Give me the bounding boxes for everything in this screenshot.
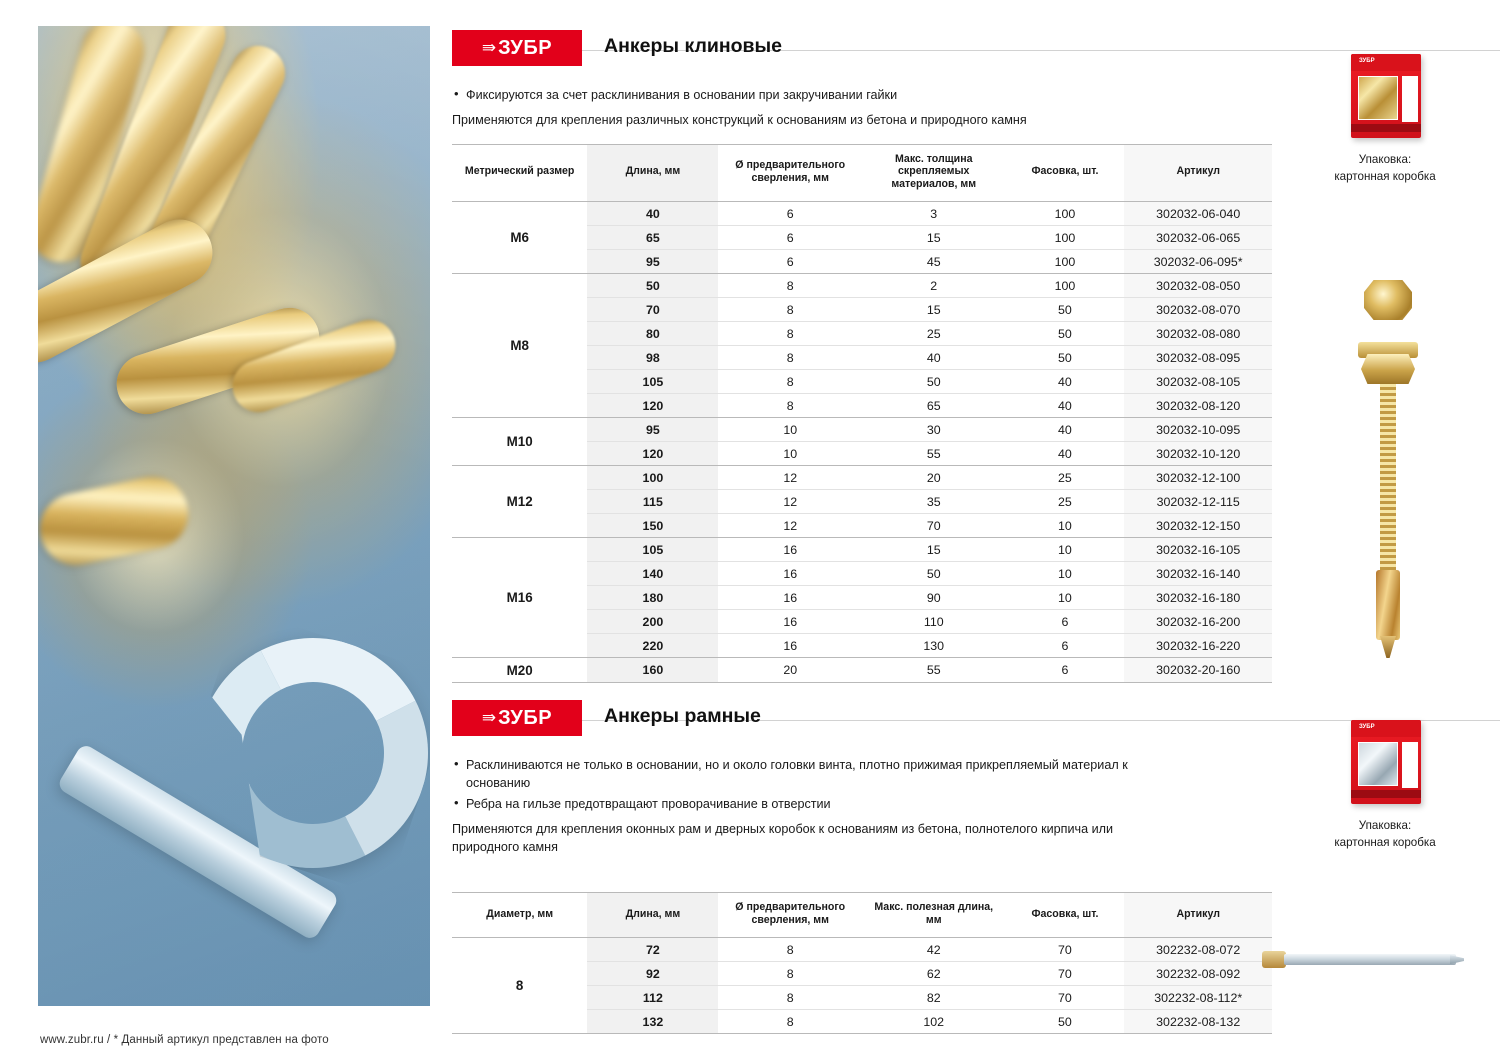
cell-pack: 100: [1005, 250, 1124, 274]
cell-thickness: 35: [862, 490, 1006, 514]
cell-article: 302032-16-200: [1124, 610, 1272, 634]
brand-logo: [452, 30, 582, 66]
cell-thickness: 90: [862, 586, 1006, 610]
anchor-head: [1364, 280, 1412, 320]
cell-drill: 8: [718, 322, 862, 346]
cell-length: 98: [587, 346, 718, 370]
packaging-caption: [1270, 152, 1500, 186]
cell-drill: 8: [718, 1010, 862, 1034]
cell-drill: 16: [718, 562, 862, 586]
anchor-nut: [1361, 354, 1415, 384]
bullet-item: • Ребра на гильзе предотвращают проворачивание в отверстии: [452, 795, 1162, 813]
table-body: [452, 938, 1272, 1034]
cell-drill: 16: [718, 538, 862, 562]
carton-box: [1351, 54, 1421, 138]
col-header-article: Артикул: [1124, 144, 1272, 202]
col-header-pack: Фасовка, шт.: [1005, 893, 1124, 938]
cell-article: 302232-08-072: [1124, 938, 1272, 962]
col-header-length: Длина, мм: [587, 144, 718, 202]
cell-length: 120: [587, 442, 718, 466]
cell-thickness: 82: [862, 986, 1006, 1010]
spec-table-wedge: [452, 144, 1272, 684]
cell-drill: 8: [718, 394, 862, 418]
table-row: [452, 658, 1272, 683]
cell-length: 105: [587, 538, 718, 562]
packaging-caption-line1: Упаковка:: [1358, 153, 1412, 166]
frame-anchor-render: [1262, 942, 1472, 982]
cell-article: 302032-08-105: [1124, 370, 1272, 394]
section-wedge-anchors: [452, 30, 1500, 683]
cell-pack: 100: [1005, 274, 1124, 298]
catalog-content: [452, 0, 1500, 1060]
cell-size: М10: [452, 418, 587, 466]
packaging-image: [1337, 714, 1433, 810]
table-header-row: [452, 893, 1272, 938]
bullet-item: • Фиксируются за счет расклинивания в основании при закручивании гайки: [452, 86, 1152, 104]
cell-drill: 10: [718, 442, 862, 466]
col-header-drill: Ø предварительного сверления, мм: [718, 893, 862, 938]
cell-article: 302232-08-092: [1124, 962, 1272, 986]
cell-thickness: 70: [862, 514, 1006, 538]
col-header-thickness: Макс. толщина скрепляемых материалов, мм: [862, 144, 1006, 202]
cell-length: 72: [587, 938, 718, 962]
logo-arrows-icon: ⇛: [481, 707, 494, 727]
table-row: [452, 938, 1272, 962]
cell-length: 140: [587, 562, 718, 586]
cell-length: 105: [587, 370, 718, 394]
cell-drill: 10: [718, 418, 862, 442]
logo-arrows-icon: ⇛: [481, 37, 494, 57]
cell-length: 100: [587, 466, 718, 490]
cell-article: 302032-06-065: [1124, 226, 1272, 250]
cell-thickness: 15: [862, 538, 1006, 562]
box-bottom-band: [1351, 790, 1421, 798]
frame-anchor-tip: [1450, 955, 1464, 964]
col-header-size: Метрический размер: [452, 144, 587, 202]
box-logo: ЗУБР: [1359, 724, 1375, 730]
cell-pack: 10: [1005, 538, 1124, 562]
cell-pack: 25: [1005, 466, 1124, 490]
cell-pack: 100: [1005, 226, 1124, 250]
cell-drill: 8: [718, 274, 862, 298]
table-body: [452, 202, 1272, 683]
col-header-pack: Фасовка, шт.: [1005, 144, 1124, 202]
cell-drill: 20: [718, 658, 862, 683]
cell-drill: 16: [718, 610, 862, 634]
cell-drill: 6: [718, 226, 862, 250]
logo-wordmark: ЗУБР: [498, 36, 553, 59]
cell-pack: 50: [1005, 346, 1124, 370]
cell-size: М8: [452, 274, 587, 418]
packaging-caption-line2: картонная коробка: [1334, 835, 1436, 849]
cell-thickness: 40: [862, 346, 1006, 370]
cell-pack: 25: [1005, 490, 1124, 514]
cell-length: 65: [587, 226, 718, 250]
cell-pack: 6: [1005, 658, 1124, 683]
cell-article: 302032-10-095: [1124, 418, 1272, 442]
cell-thickness: 50: [862, 370, 1006, 394]
box-logo: ЗУБР: [1359, 58, 1375, 64]
cell-article: 302032-08-120: [1124, 394, 1272, 418]
cell-pack: 70: [1005, 962, 1124, 986]
packaging-info: [1270, 48, 1500, 186]
spec-table-wrapper-1: [452, 144, 1272, 684]
cell-length: 50: [587, 274, 718, 298]
cell-drill: 8: [718, 938, 862, 962]
packaging-image: [1337, 48, 1433, 144]
section-title: Анкеры рамные: [604, 705, 761, 727]
cell-pack: 50: [1005, 1010, 1124, 1034]
cell-length: 220: [587, 634, 718, 658]
footer-note: www.zubr.ru / * Данный артикул представлен на фото: [40, 1034, 329, 1046]
cell-article: 302032-12-150: [1124, 514, 1272, 538]
cell-pack: 6: [1005, 634, 1124, 658]
cell-pack: 70: [1005, 938, 1124, 962]
carton-box: [1351, 720, 1421, 804]
cell-thickness: 55: [862, 442, 1006, 466]
spec-table-wrapper-2: [452, 892, 1272, 1034]
cell-thickness: 15: [862, 298, 1006, 322]
section-note: Применяются для крепления различных конструкций к основаниям из бетона и природного камня: [452, 113, 1027, 128]
cell-length: 80: [587, 322, 718, 346]
cell-pack: 10: [1005, 514, 1124, 538]
cell-size: М6: [452, 202, 587, 274]
cell-thickness: 62: [862, 962, 1006, 986]
cell-article: 302032-16-180: [1124, 586, 1272, 610]
cell-length: 92: [587, 962, 718, 986]
packaging-caption-line1: Упаковка:: [1358, 819, 1412, 832]
cell-size: М12: [452, 466, 587, 538]
cell-drill: 8: [718, 370, 862, 394]
box-label: [1402, 742, 1418, 788]
cell-pack: 40: [1005, 442, 1124, 466]
cell-pack: 100: [1005, 202, 1124, 226]
cell-article: 302032-08-095: [1124, 346, 1272, 370]
packaging-caption: [1270, 818, 1500, 852]
bullet-list: [452, 756, 1162, 813]
box-window: [1358, 742, 1398, 786]
cell-thickness: 15: [862, 226, 1006, 250]
cell-thickness: 110: [862, 610, 1006, 634]
table-row: [452, 466, 1272, 490]
cell-length: 112: [587, 986, 718, 1010]
cell-length: 180: [587, 586, 718, 610]
cell-article: 302032-12-115: [1124, 490, 1272, 514]
cell-thickness: 65: [862, 394, 1006, 418]
col-header-length: Длина, мм: [587, 893, 718, 938]
cell-length: 70: [587, 298, 718, 322]
col-header-drill: Ø предварительного сверления, мм: [718, 144, 862, 202]
box-window: [1358, 76, 1398, 120]
cell-thickness: 130: [862, 634, 1006, 658]
cell-length: 150: [587, 514, 718, 538]
table-header-row: [452, 144, 1272, 202]
cell-thickness: 30: [862, 418, 1006, 442]
cell-article: 302032-16-140: [1124, 562, 1272, 586]
cell-pack: 50: [1005, 298, 1124, 322]
cell-length: 132: [587, 1010, 718, 1034]
anchor-tip: [1380, 636, 1396, 658]
table-row: [452, 538, 1272, 562]
cell-drill: 12: [718, 490, 862, 514]
section-description: [452, 86, 1152, 130]
bullet-item: • Расклиниваются не только в основании, но и около головки винта, плотно прижимая прикрепляемый материал к основанию: [452, 756, 1162, 793]
box-bottom-band: [1351, 124, 1421, 132]
cell-article: 302032-10-120: [1124, 442, 1272, 466]
cell-thickness: 2: [862, 274, 1006, 298]
bullet-list: [452, 86, 1152, 104]
cell-drill: 12: [718, 466, 862, 490]
frame-anchor-head: [1262, 951, 1286, 968]
section-title: Анкеры клиновые: [604, 35, 782, 57]
cell-thickness: 3: [862, 202, 1006, 226]
cell-thickness: 45: [862, 250, 1006, 274]
cell-pack: 70: [1005, 986, 1124, 1010]
cell-article: 302232-08-132: [1124, 1010, 1272, 1034]
cell-article: 302032-08-050: [1124, 274, 1272, 298]
cell-pack: 10: [1005, 562, 1124, 586]
cell-drill: 8: [718, 298, 862, 322]
cell-drill: 16: [718, 586, 862, 610]
wedge-anchor-render: [1328, 280, 1448, 660]
cell-article: 302032-06-040: [1124, 202, 1272, 226]
cell-article: 302032-16-220: [1124, 634, 1272, 658]
table-row: [452, 274, 1272, 298]
cell-drill: 6: [718, 250, 862, 274]
section-frame-anchors: [452, 700, 1500, 1034]
cell-length: 160: [587, 658, 718, 683]
col-header-article: Артикул: [1124, 893, 1272, 938]
cell-drill: 12: [718, 514, 862, 538]
cell-article: 302032-12-100: [1124, 466, 1272, 490]
table-row: [452, 202, 1272, 226]
cell-thickness: 25: [862, 322, 1006, 346]
cell-drill: 8: [718, 346, 862, 370]
cell-thickness: 55: [862, 658, 1006, 683]
spec-table-frame: [452, 892, 1272, 1034]
section-description: [452, 756, 1162, 856]
section-note: Применяются для крепления оконных рам и дверных коробок к основаниям из бетона, полнотелого кирпича или природного камня: [452, 821, 1113, 854]
cell-length: 115: [587, 490, 718, 514]
packaging-info: [1270, 714, 1500, 852]
cell-size: 8: [452, 938, 587, 1034]
col-header-useful-length: Макс. полезная длина, мм: [862, 893, 1006, 938]
cell-length: 95: [587, 250, 718, 274]
brand-logo: [452, 700, 582, 736]
cell-article: 302032-06-095*: [1124, 250, 1272, 274]
packaging-caption-line2: картонная коробка: [1334, 169, 1436, 183]
cell-article: 302032-20-160: [1124, 658, 1272, 683]
box-label: [1402, 76, 1418, 122]
cell-length: 200: [587, 610, 718, 634]
cell-thickness: 50: [862, 562, 1006, 586]
cell-thickness: 20: [862, 466, 1006, 490]
cell-drill: 16: [718, 634, 862, 658]
cell-pack: 40: [1005, 370, 1124, 394]
table-row: [452, 418, 1272, 442]
anchor-expansion-sleeve: [1376, 570, 1400, 640]
cell-drill: 8: [718, 962, 862, 986]
product-photo: [38, 26, 430, 1006]
cell-article: 302232-08-112*: [1124, 986, 1272, 1010]
cell-length: 95: [587, 418, 718, 442]
cell-length: 120: [587, 394, 718, 418]
cell-pack: 40: [1005, 394, 1124, 418]
cell-thickness: 42: [862, 938, 1006, 962]
logo-wordmark: ЗУБР: [498, 706, 553, 729]
cell-drill: 6: [718, 202, 862, 226]
photo-sheen: [38, 26, 430, 1006]
cell-thickness: 102: [862, 1010, 1006, 1034]
cell-size: М16: [452, 538, 587, 658]
cell-article: 302032-08-070: [1124, 298, 1272, 322]
cell-article: 302032-08-080: [1124, 322, 1272, 346]
anchor-threaded-shank: [1380, 384, 1396, 584]
cell-pack: 10: [1005, 586, 1124, 610]
cell-pack: 40: [1005, 418, 1124, 442]
cell-pack: 50: [1005, 322, 1124, 346]
cell-size: М20: [452, 658, 587, 683]
cell-length: 40: [587, 202, 718, 226]
cell-pack: 6: [1005, 610, 1124, 634]
cell-article: 302032-16-105: [1124, 538, 1272, 562]
cell-drill: 8: [718, 986, 862, 1010]
frame-anchor-sleeve: [1284, 954, 1456, 965]
col-header-diameter: Диаметр, мм: [452, 893, 587, 938]
